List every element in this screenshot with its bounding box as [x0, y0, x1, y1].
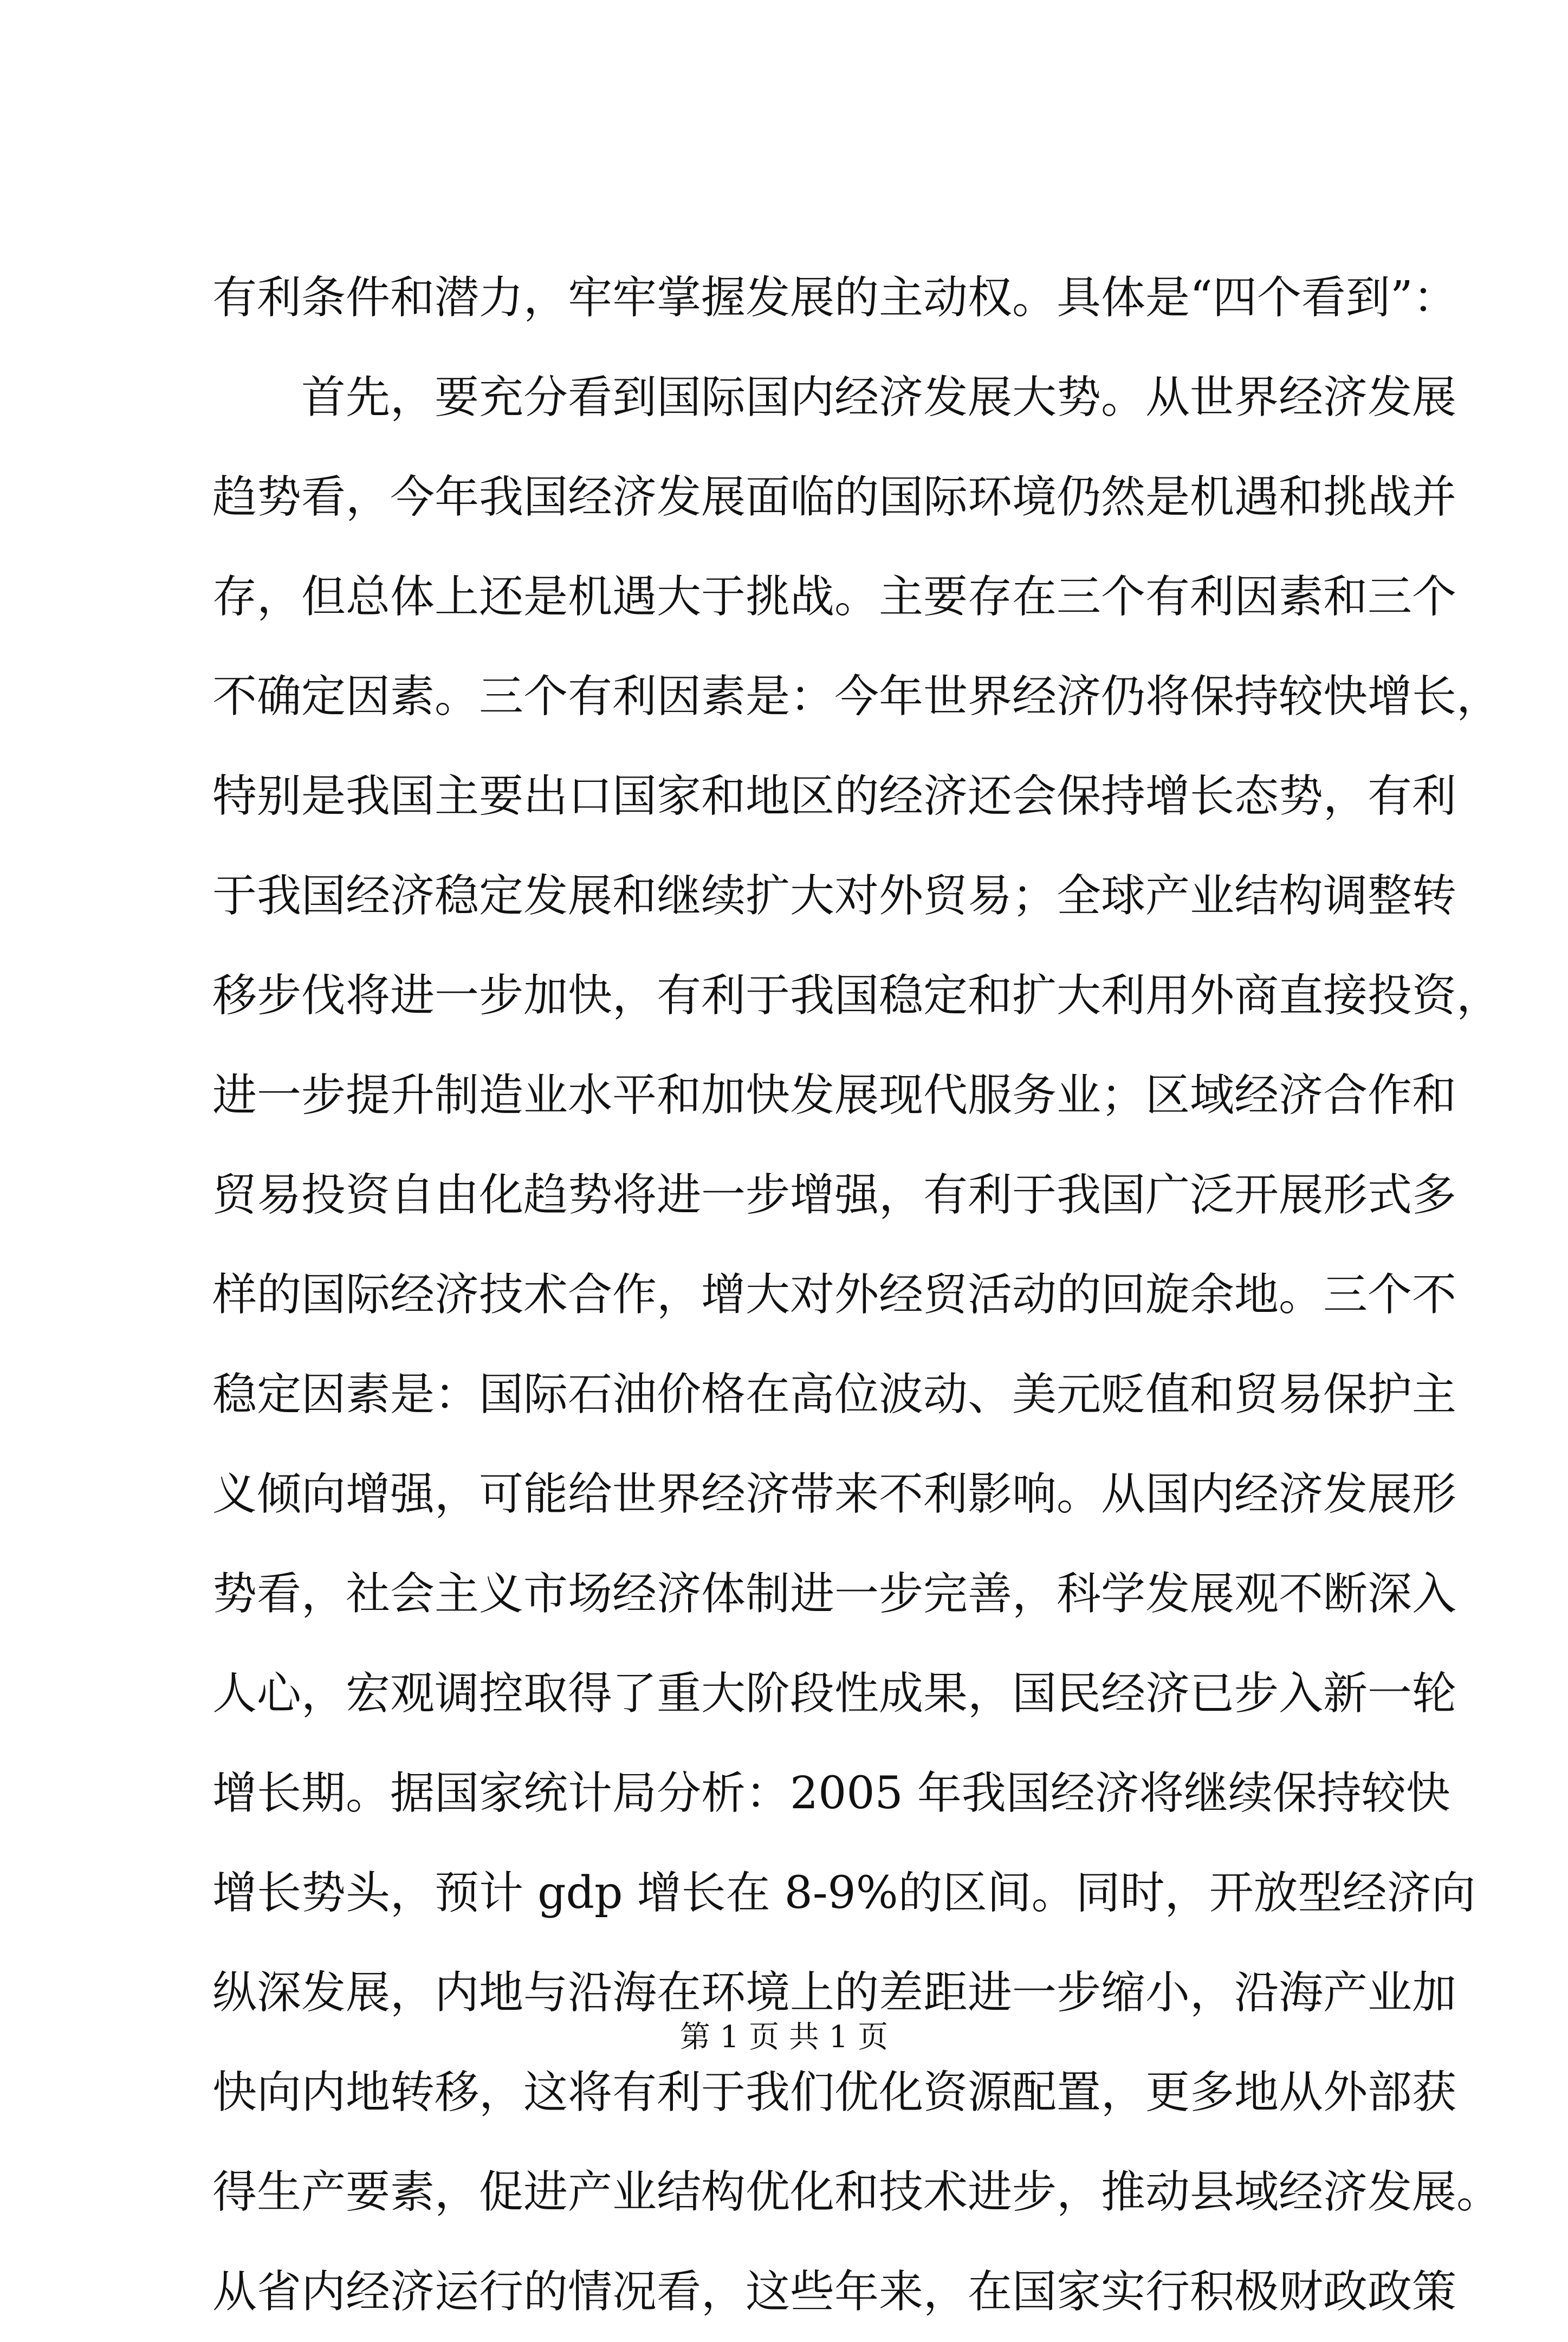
- text-line: 势看，社会主义市场经济体制进一步完善，科学发展观不断深入: [212, 1568, 1457, 1620]
- text-line: 不确定因素。三个有利因素是：今年世界经济仍将保持较快增长，: [212, 671, 1501, 722]
- text-line: 于我国经济稳定发展和继续扩大对外贸易；全球产业结构调整转: [212, 870, 1457, 922]
- text-line: 特别是我国主要出口国家和地区的经济还会保持增长态势，有利: [212, 771, 1457, 822]
- text-line: 增长势头，预计 gdp 增长在 8-9%的区间。同时，开放型经济向: [212, 1867, 1476, 1919]
- text-line: 纵深发展，内地与沿海在环境上的差距进一步缩小，沿海产业加: [212, 1967, 1457, 2018]
- text-line: 移步伐将进一步加快，有利于我国稳定和扩大利用外商直接投资，: [212, 970, 1501, 1021]
- text-line: 快向内地转移，这将有利于我们优化资源配置，更多地从外部获: [212, 2067, 1457, 2118]
- text-line: 进一步提升制造业水平和加快发展现代服务业；区域经济合作和: [212, 1070, 1457, 1121]
- page-footer: 第 1 页 共 1 页: [679, 2020, 889, 2055]
- text-line: 样的国际经济技术合作，增大对外经贸活动的回旋余地。三个不: [212, 1269, 1457, 1321]
- text-line: 有利条件和潜力，牢牢掌握发展的主动权。具体是“四个看到”：: [212, 272, 1457, 324]
- text-line: 从省内经济运行的情况看，这些年来，在国家实行积极财政政策: [212, 2266, 1457, 2318]
- text-line: 贸易投资自由化趋势将进一步增强，有利于我国广泛开展形式多: [212, 1169, 1457, 1221]
- text-line: 趋势看，今年我国经济发展面临的国际环境仍然是机遇和挑战并: [212, 471, 1457, 523]
- text-line: 存，但总体上还是机遇大于挑战。主要存在三个有利因素和三个: [212, 571, 1457, 623]
- text-line: 首先，要充分看到国际国内经济发展大势。从世界经济发展: [301, 372, 1457, 423]
- text-line: 得生产要素，促进产业结构优化和技术进步，推动县域经济发展。: [212, 2166, 1501, 2218]
- text-line: 增长期。据国家统计局分析：2005 年我国经济将继续保持较快: [212, 1768, 1450, 1819]
- text-line: 稳定因素是：国际石油价格在高位波动、美元贬值和贸易保护主: [212, 1369, 1457, 1420]
- text-line: 义倾向增强，可能给世界经济带来不利影响。从国内经济发展形: [212, 1468, 1457, 1520]
- text-line: 人心，宏观调控取得了重大阶段性成果，国民经济已步入新一轮: [212, 1668, 1457, 1719]
